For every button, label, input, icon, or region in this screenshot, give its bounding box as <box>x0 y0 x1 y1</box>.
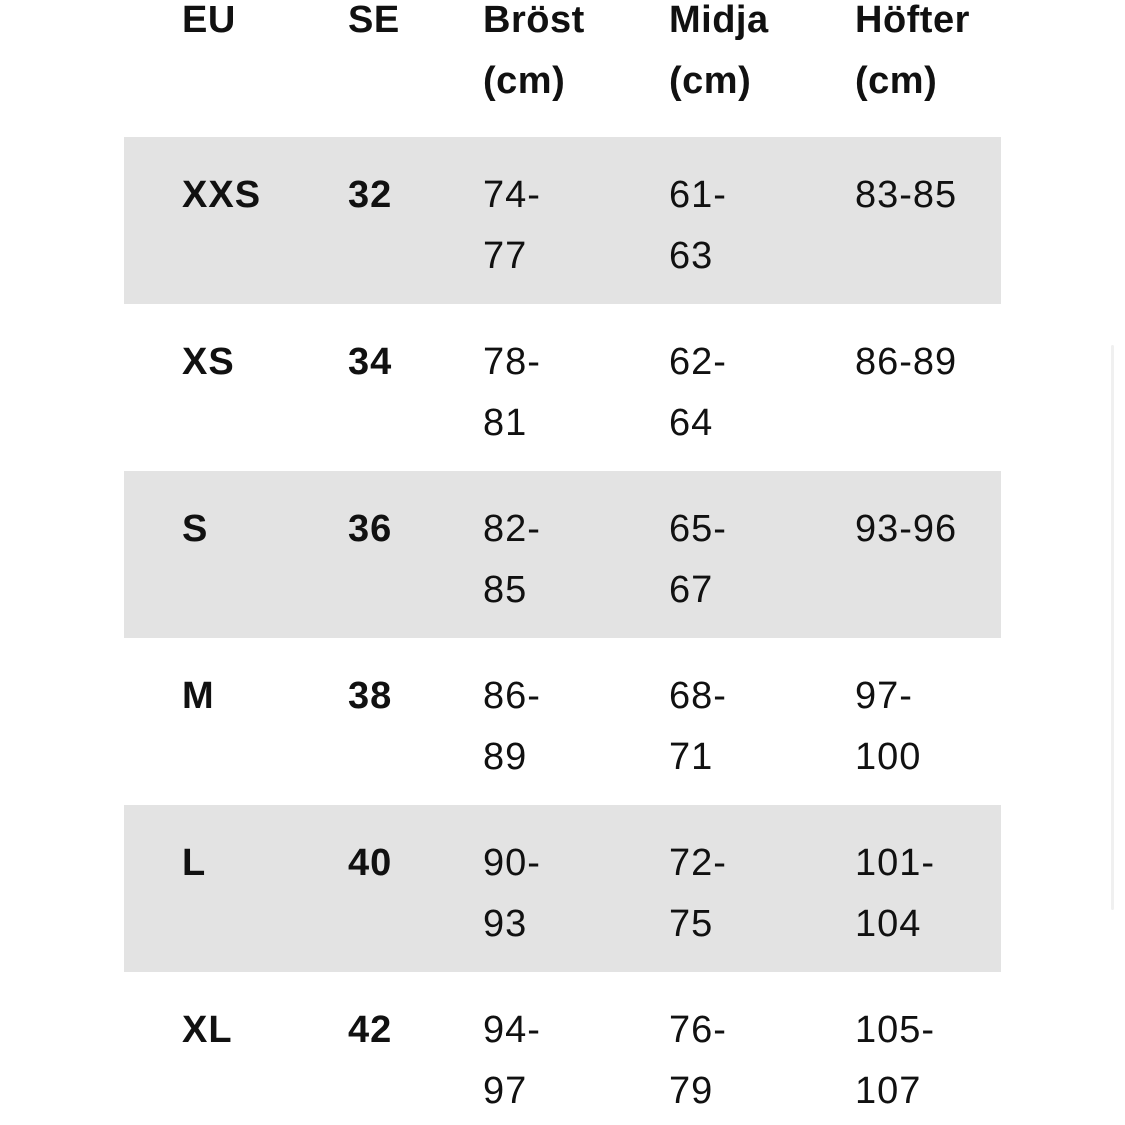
eu-size: XXS <box>182 174 262 216</box>
waist-range: 72- 75 <box>669 842 727 945</box>
hips-range: 83-85 <box>855 174 958 216</box>
table-row <box>124 471 1001 638</box>
table-row <box>124 638 1001 805</box>
se-size: 42 <box>348 1009 393 1051</box>
header-eu: EU <box>182 0 236 41</box>
hips-range: 97- 100 <box>855 675 922 778</box>
bust-range: 78- 81 <box>483 341 541 444</box>
eu-size: L <box>182 842 207 884</box>
waist-range: 65- 67 <box>669 508 727 611</box>
bust-range: 74- 77 <box>483 174 541 277</box>
bust-range: 90- 93 <box>483 842 541 945</box>
waist-range: 68- 71 <box>669 675 727 778</box>
se-size: 36 <box>348 508 393 550</box>
waist-range: 61- 63 <box>669 174 727 277</box>
hips-range: 105- 107 <box>855 1009 936 1112</box>
header-waist: Midja (cm) <box>669 0 769 102</box>
table-row <box>124 972 1001 1125</box>
header-se: SE <box>348 0 400 41</box>
bust-range: 86- 89 <box>483 675 541 778</box>
se-size: 38 <box>348 675 393 717</box>
table-row <box>124 137 1001 304</box>
eu-size: XS <box>182 341 235 383</box>
scrollbar[interactable] <box>1111 345 1114 910</box>
bust-range: 94- 97 <box>483 1009 541 1112</box>
se-size: 34 <box>348 341 393 383</box>
table-header-row <box>124 0 1001 137</box>
eu-size: XL <box>182 1009 233 1051</box>
hips-range: 86-89 <box>855 341 958 383</box>
bust-range: 82- 85 <box>483 508 541 611</box>
size-chart-table <box>124 0 1001 1125</box>
hips-range: 93-96 <box>855 508 958 550</box>
waist-range: 76- 79 <box>669 1009 727 1112</box>
eu-size: M <box>182 675 215 717</box>
header-bust: Bröst (cm) <box>483 0 585 102</box>
table-row <box>124 805 1001 972</box>
eu-size: S <box>182 508 209 550</box>
header-hips: Höfter (cm) <box>855 0 970 102</box>
hips-range: 101- 104 <box>855 842 936 945</box>
se-size: 32 <box>348 174 393 216</box>
se-size: 40 <box>348 842 393 884</box>
table-row <box>124 304 1001 471</box>
waist-range: 62- 64 <box>669 341 727 444</box>
